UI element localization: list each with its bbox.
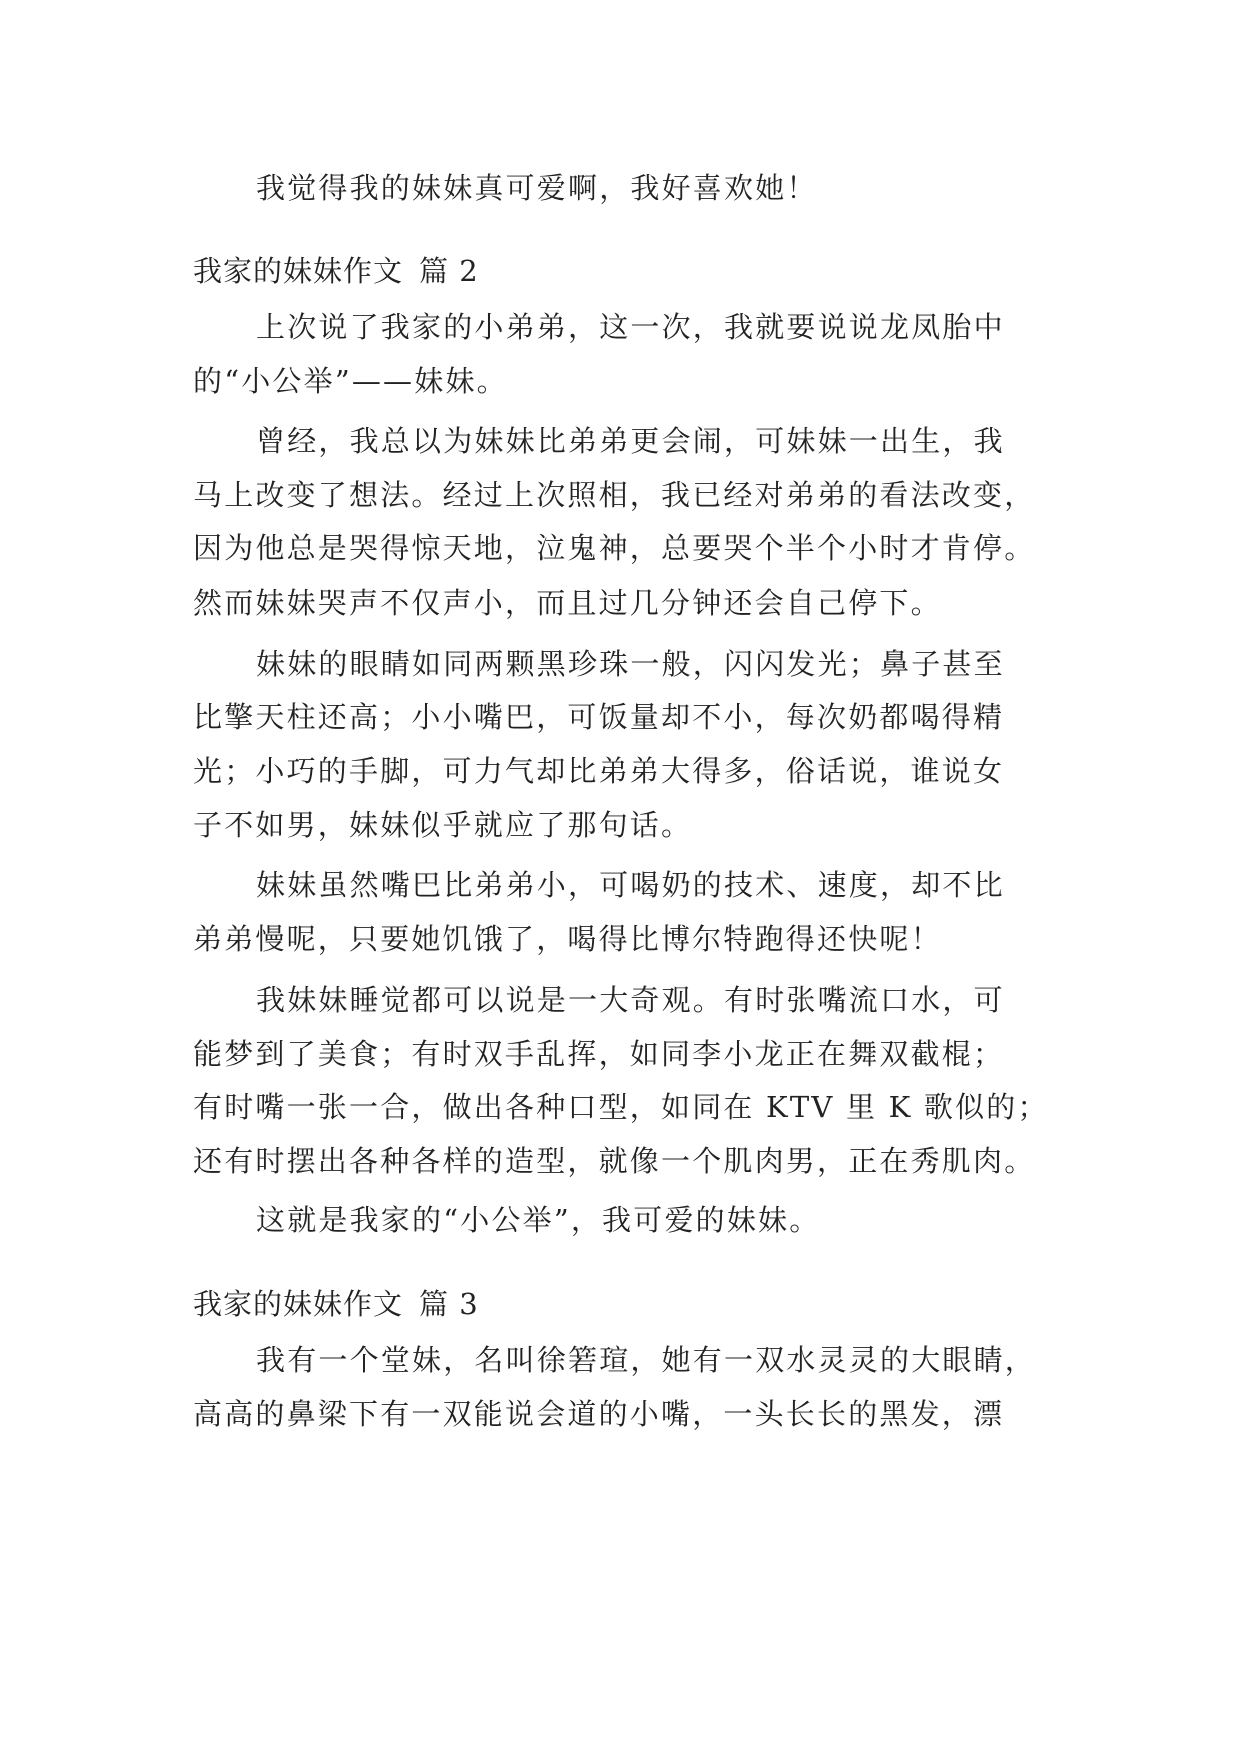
section-title: 我家的妹妹作文: [193, 254, 404, 288]
paragraph-line: 妹妹虽然嘴巴比弟弟小，可喝奶的技术、速度，却不比: [256, 868, 1005, 902]
section-heading: [193, 1284, 479, 1324]
paragraph-line: 子不如男，妹妹似乎就应了那句话。: [193, 808, 693, 842]
paragraph-line: 我觉得我的妹妹真可爱啊，我好喜欢她！: [256, 171, 818, 205]
paragraph-line: 曾经，我总以为妹妹比弟弟更会闹，可妹妹一出生，我: [256, 424, 1005, 458]
paragraph-line: 还有时摆出各种各样的造型，就像一个肌肉男，正在秀肌肉。: [193, 1144, 1036, 1178]
paragraph-line: 能梦到了美食；有时双手乱挥，如同李小龙正在舞双截棍；: [193, 1037, 1005, 1071]
section-title: 我家的妹妹作文: [193, 1287, 404, 1321]
paragraph-line: 上次说了我家的小弟弟，这一次，我就要说说龙凤胎中: [256, 310, 1005, 344]
paragraph-line: 高高的鼻梁下有一双能说会道的小嘴，一头长长的黑发，漂: [193, 1397, 1005, 1431]
paragraph-line: 马上改变了想法。经过上次照相，我已经对弟弟的看法改变，: [193, 478, 1036, 512]
section-label: 篇 3: [419, 1287, 479, 1321]
paragraph-line: 比擎天柱还高；小小嘴巴，可饭量却不小，每次奶都喝得精: [193, 700, 1005, 734]
paragraph-line: 因为他总是哭得惊天地，泣鬼神，总要哭个半个小时才肯停。: [193, 531, 1036, 565]
paragraph-line: 有时嘴一张一合，做出各种口型，如同在 KTV 里 K 歌似的；: [193, 1090, 1049, 1124]
paragraph-line: 然而妹妹哭声不仅声小，而且过几分钟还会自己停下。: [193, 586, 942, 620]
paragraph-line: 我有一个堂妹，名叫徐箬瑄，她有一双水灵灵的大眼睛，: [256, 1343, 1037, 1377]
section-heading: [193, 251, 479, 291]
paragraph-line: 光；小巧的手脚，可力气却比弟弟大得多，俗话说，谁说女: [193, 754, 1005, 788]
section-label: 篇 2: [419, 254, 479, 288]
paragraph-line: 这就是我家的“小公举”，我可爱的妹妹。: [256, 1203, 821, 1237]
paragraph-line: 的“小公举”——妹妹。: [193, 364, 508, 398]
paragraph-line: 我妹妹睡觉都可以说是一大奇观。有时张嘴流口水，可: [256, 983, 1005, 1017]
paragraph-line: 弟弟慢呢，只要她饥饿了，喝得比博尔特跑得还快呢！: [193, 922, 942, 956]
paragraph-line: 妹妹的眼睛如同两颗黑珍珠一般，闪闪发光；鼻子甚至: [256, 647, 1005, 681]
